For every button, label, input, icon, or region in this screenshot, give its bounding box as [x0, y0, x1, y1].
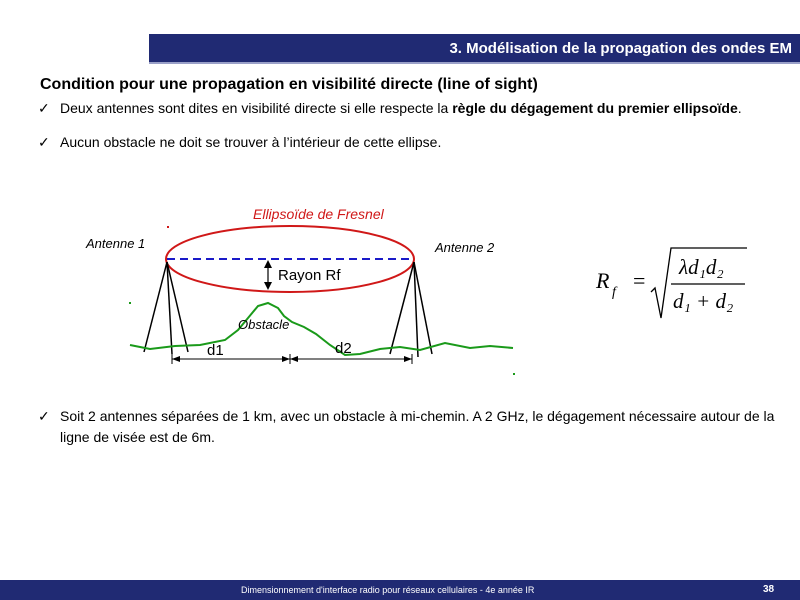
d1-arrowhead-right [282, 356, 290, 362]
marker-dot [129, 302, 131, 304]
marker-dot [167, 226, 169, 228]
fresnel-radius-formula [595, 246, 755, 326]
antenna-1-label: Antenne 1 [86, 236, 146, 251]
obstacle-label: Obstacle [238, 317, 290, 332]
formula-numerator: λd₁d₂ [679, 255, 724, 279]
checkmark-icon: ✓ [38, 408, 50, 424]
antenna-2-label: Antenne 2 [435, 240, 495, 255]
checkmark-icon: ✓ [38, 100, 50, 116]
d2-arrowhead-right [404, 356, 412, 362]
d1-arrowhead-left [172, 356, 180, 362]
d1-label: d1 [207, 342, 224, 359]
bullet-item [38, 406, 790, 448]
footer-text: Dimensionnement d'interface radio pour réseaux cellulaires - 4e année IR [241, 585, 535, 595]
marker-dot [513, 373, 515, 375]
formula-denominator: d₁ + d₂ [673, 289, 734, 313]
radius-arrowhead-top [264, 260, 272, 268]
page-number: 38 [763, 584, 775, 595]
formula-lhs: R [596, 268, 610, 293]
d2-label: d2 [335, 340, 352, 357]
d2-arrowhead-left [290, 356, 298, 362]
radius-label: Rayon Rf [278, 267, 341, 284]
ellipse-label: Ellipsoïde de Fresnel [253, 206, 384, 222]
formula-equals: = [633, 268, 646, 293]
radius-arrowhead-bottom [264, 282, 272, 290]
formula-lhs-subscript: f [612, 285, 616, 300]
bullet-text: Aucun obstacle ne doit se trouver à l’intérieur de cette ellipse. [60, 134, 442, 150]
bullet-text: Deux antennes sont dites en visibilité directe si elle respecte la règle du dégagement du premier ellipsoïde. [60, 100, 742, 116]
slide-title: Condition pour une propagation en visibilité directe (line of sight) [40, 76, 538, 93]
checkmark-icon: ✓ [38, 134, 50, 150]
section-title: 3. Modélisation de la propagation des ondes EM [449, 39, 792, 57]
bullet-bold-text: règle du dégagement du premier ellipsoïde [452, 100, 738, 116]
bullet-text: Soit 2 antennes séparées de 1 km, avec un obstacle à mi-chemin. A 2 GHz, le dégagement nécessaire autour de la ligne de visée est de 6m. [60, 408, 775, 445]
footer-bar [0, 580, 800, 600]
